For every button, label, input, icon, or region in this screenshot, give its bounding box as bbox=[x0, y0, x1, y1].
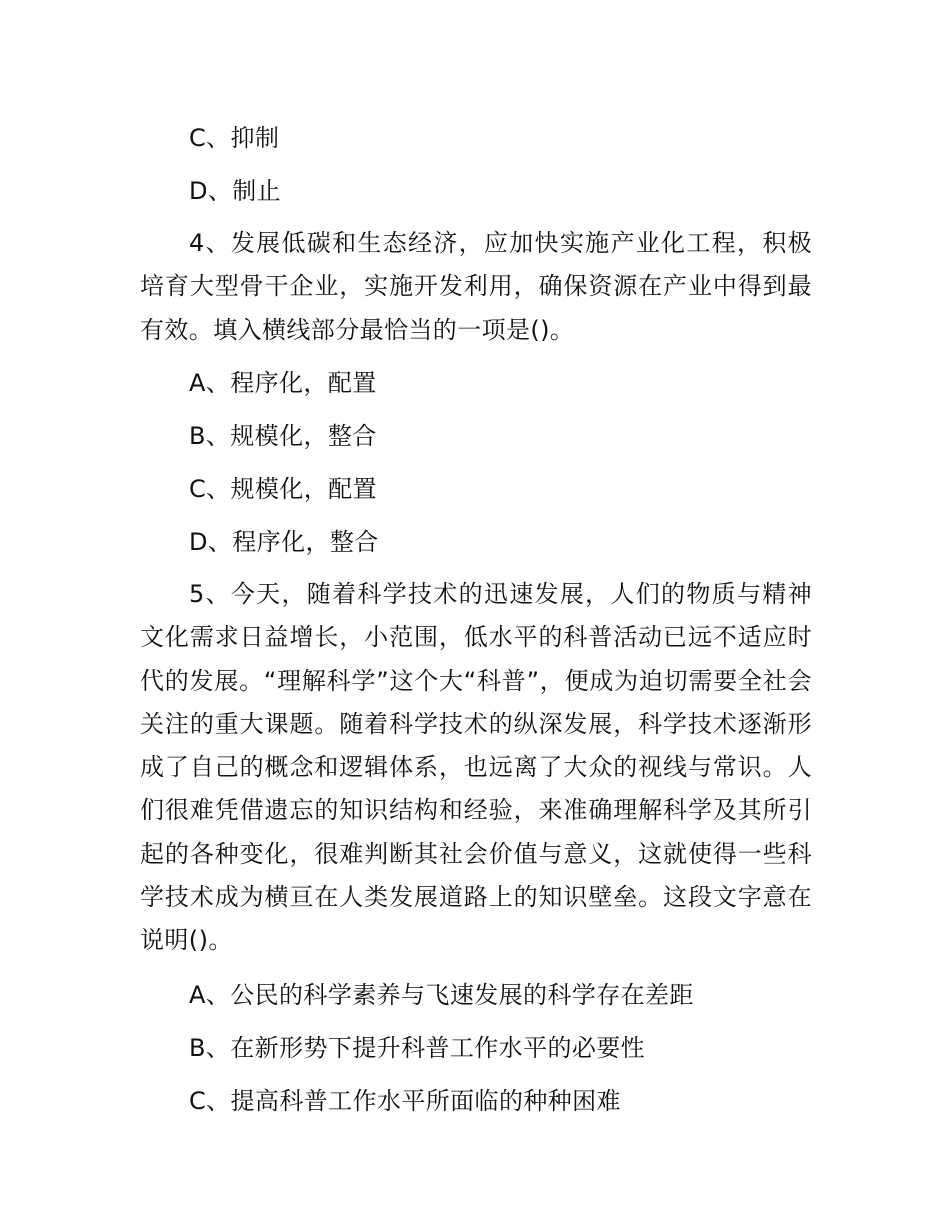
q5-option-b: B、在新形势下提升科普工作水平的必要性 bbox=[189, 1034, 646, 1062]
q3-option-d: D、制止 bbox=[189, 177, 282, 205]
q4-option-d: D、程序化，整合 bbox=[189, 528, 379, 556]
q4-option-c: C、规模化，配置 bbox=[189, 475, 377, 503]
q5-question-stem: 5、今天，随着科学技术的迅速发展，人们的物质与精神文化需求日益增长，小范围，低水平的科普活动已远不适应时代的发展。“理解科学”这个大“科普”，便成为迫切需要全社会关注的重大课题。随着科学技术的纵深发展，科学技术逐渐形成了自己的概念和逻辑体系，也远离了大众的视线与常识。人们很难凭借遗忘的知识结构和经验，来准确理解科学及其所引起的各种变化，很难判断其社会价值与意义，这就使得一些科学技术成为横亘在人类发展道路上的知识壁垒。这段文字意在说明()。 bbox=[140, 580, 812, 955]
q4-option-b: B、规模化，整合 bbox=[189, 422, 377, 450]
q5-option-c: C、提高科普工作水平所面临的种种困难 bbox=[189, 1087, 621, 1115]
q4-option-a: A、程序化，配置 bbox=[189, 369, 377, 397]
q4-question-stem: 4、发展低碳和生态经济，应加快实施产业化工程，积极培育大型骨干企业，实施开发利用，确保资源在产业中得到最有效。填入横线部分最恰当的一项是()。 bbox=[140, 229, 812, 344]
q5-option-a: A、公民的科学素养与飞速发展的科学存在差距 bbox=[189, 981, 694, 1009]
q3-option-c: C、抑制 bbox=[189, 124, 280, 152]
